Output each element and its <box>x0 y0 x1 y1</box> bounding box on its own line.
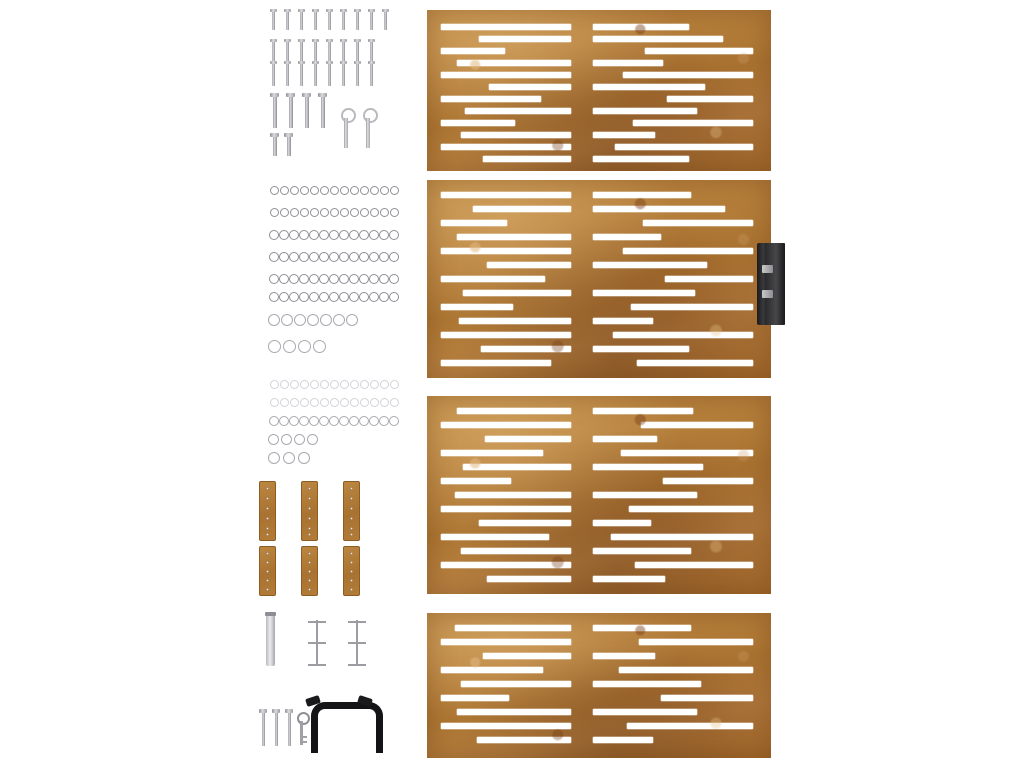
gate-panel-second <box>427 180 771 378</box>
bracket <box>343 481 360 541</box>
bracket <box>301 546 318 596</box>
gate-panel-top <box>427 10 771 171</box>
latch-rail-cap <box>265 612 276 616</box>
bracket <box>343 546 360 596</box>
gate-handle <box>311 702 383 753</box>
gate-panel-third <box>427 396 771 594</box>
latch-rail <box>266 614 275 666</box>
bracket <box>301 481 318 541</box>
hinge-pin <box>762 265 773 273</box>
gate-panel-bottom <box>427 613 771 758</box>
hinge-plate <box>765 243 785 325</box>
bracket <box>259 481 276 541</box>
hinge-pin-lower <box>762 290 773 298</box>
bracket <box>259 546 276 596</box>
